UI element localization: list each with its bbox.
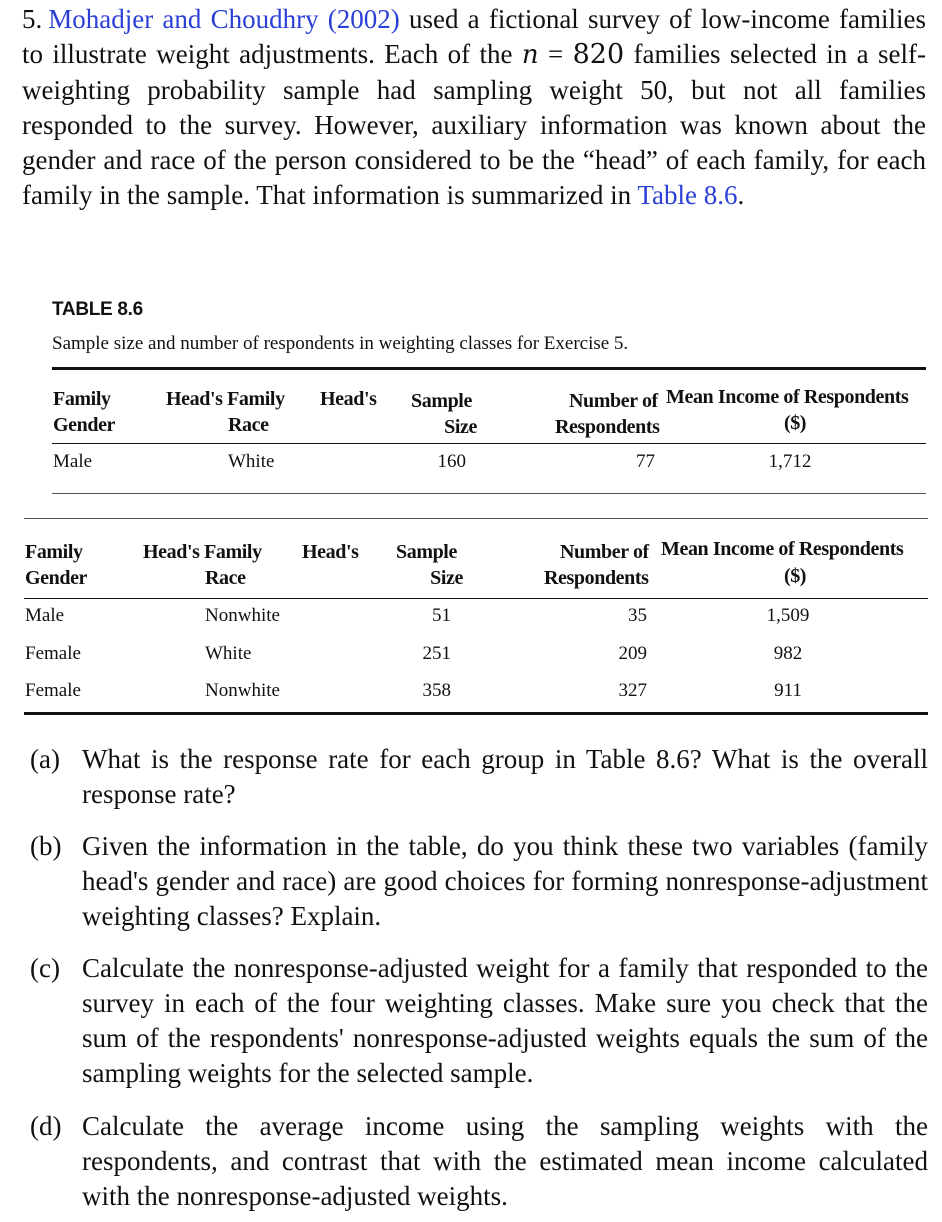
t1-row1-size: 160: [437, 451, 466, 472]
t2-header-mean-income: Mean Income of Respondents: [661, 538, 904, 560]
t1-row1-respondents: 77: [636, 451, 655, 472]
table-label: TABLE 8.6: [52, 299, 143, 320]
t1-row1-race: White: [228, 451, 275, 472]
question-d-text: Calculate the average income using the sampling weights with the respondents, and contrast that with the estimated mean income calculated with the nonresponse-adjusted weights.: [82, 1111, 928, 1211]
t1-header-mean-income: Mean Income of Respondents: [666, 386, 909, 408]
t1-header-dollar: ($): [783, 412, 807, 434]
t2-row3-income: 911: [774, 680, 802, 701]
table-ref-link[interactable]: Table 8.6: [637, 180, 738, 210]
question-b: [30, 829, 928, 934]
n-variable: n: [521, 40, 539, 70]
table2-bottom-rule: [24, 712, 928, 715]
t2-row1-race: Nonwhite: [205, 605, 280, 626]
citation-link[interactable]: Mohadjer and Choudhry (2002): [48, 4, 400, 34]
table2-header-rule: [24, 598, 928, 599]
table1-top-rule: [52, 367, 926, 370]
t2-header-dollar: ($): [783, 565, 807, 587]
t2-row2-gender: Female: [25, 643, 81, 664]
question-c-text: Calculate the nonresponse-adjusted weight for a family that responded to the survey in each of the four weighting classes. Make sure you check that the sum of the respondents' nonresponse-adjusted weights equals the sum of the sampling weights for the selected sample.: [82, 953, 928, 1088]
question-a: [30, 742, 928, 812]
t2-row2-size: 251: [422, 643, 451, 664]
table-caption: Sample size and number of respondents in weighting classes for Exercise 5.: [52, 333, 629, 354]
question-d: [30, 1109, 928, 1214]
t2-header-number-of: Number of: [560, 541, 649, 563]
t2-row3-respondents: 327: [618, 680, 647, 701]
t2-row1-income: 1,509: [766, 605, 810, 626]
table1-bottom-rule: [52, 493, 926, 494]
t2-header-gender: Gender: [25, 567, 88, 589]
t1-header-size: Size: [444, 416, 477, 438]
t1-row1-gender: Male: [53, 451, 93, 472]
t1-row1-income: 1,712: [768, 451, 812, 472]
n-value: 820: [572, 39, 625, 70]
question-b-label: (b): [30, 831, 62, 861]
t2-row1-size: 51: [432, 605, 451, 626]
t2-row2-respondents: 209: [618, 643, 647, 664]
problem-number: 5.: [22, 4, 43, 34]
t1-header-number-of: Number of: [569, 390, 658, 412]
problem-statement: [22, 2, 926, 213]
problem-text-3: .: [737, 180, 745, 210]
question-c-label: (c): [30, 953, 60, 983]
t2-header-family: Family: [25, 541, 83, 563]
t2-header-size: Size: [430, 567, 463, 589]
problem-text-2: families selected in a self-weighting probability sample had sampling weight 50, but not all families responded to the survey. However, auxiliary information was known about the gender and race of the person considered to be the “head” of each family, for each family in the sample. That information is summarized in: [22, 39, 926, 210]
t1-header-gender: Gender: [53, 414, 116, 436]
table2-top-rule: [24, 518, 928, 519]
problem-text-1: used a fictional survey of low-income families to illustrate weight adjustments. Each of the: [22, 4, 926, 69]
question-d-label: (d): [30, 1111, 62, 1141]
question-c: [30, 951, 928, 1091]
t2-header-heads-family: Head's Family: [143, 541, 262, 563]
t2-row3-size: 358: [422, 680, 451, 701]
t1-header-heads: Head's: [320, 388, 377, 410]
t1-header-race: Race: [228, 414, 269, 436]
n-equals: =: [538, 39, 573, 69]
t2-row3-gender: Female: [25, 680, 81, 701]
t2-header-respondents: Respondents: [544, 567, 649, 589]
t1-header-respondents: Respondents: [555, 416, 660, 438]
t2-row3-race: Nonwhite: [205, 680, 280, 701]
t2-row1-gender: Male: [25, 605, 65, 626]
t1-header-family: Family: [53, 388, 111, 410]
t2-row2-race: White: [205, 643, 252, 664]
t1-header-heads-family: Head's Family: [166, 388, 285, 410]
question-a-text: What is the response rate for each group in Table 8.6? What is the overall response rate?: [82, 744, 928, 809]
t2-header-sample: Sample: [396, 541, 457, 563]
question-a-label: (a): [30, 744, 60, 774]
t1-header-sample: Sample: [411, 390, 472, 412]
table1-header-rule: [52, 443, 926, 444]
t2-row1-respondents: 35: [628, 605, 647, 626]
t2-header-heads: Head's: [302, 541, 359, 563]
question-b-text: Given the information in the table, do you think these two variables (family head's gender and race) are good choices for forming nonresponse-adjustment weighting classes? Explain.: [82, 831, 928, 931]
t2-row2-income: 982: [773, 643, 803, 664]
t2-header-race: Race: [205, 567, 246, 589]
